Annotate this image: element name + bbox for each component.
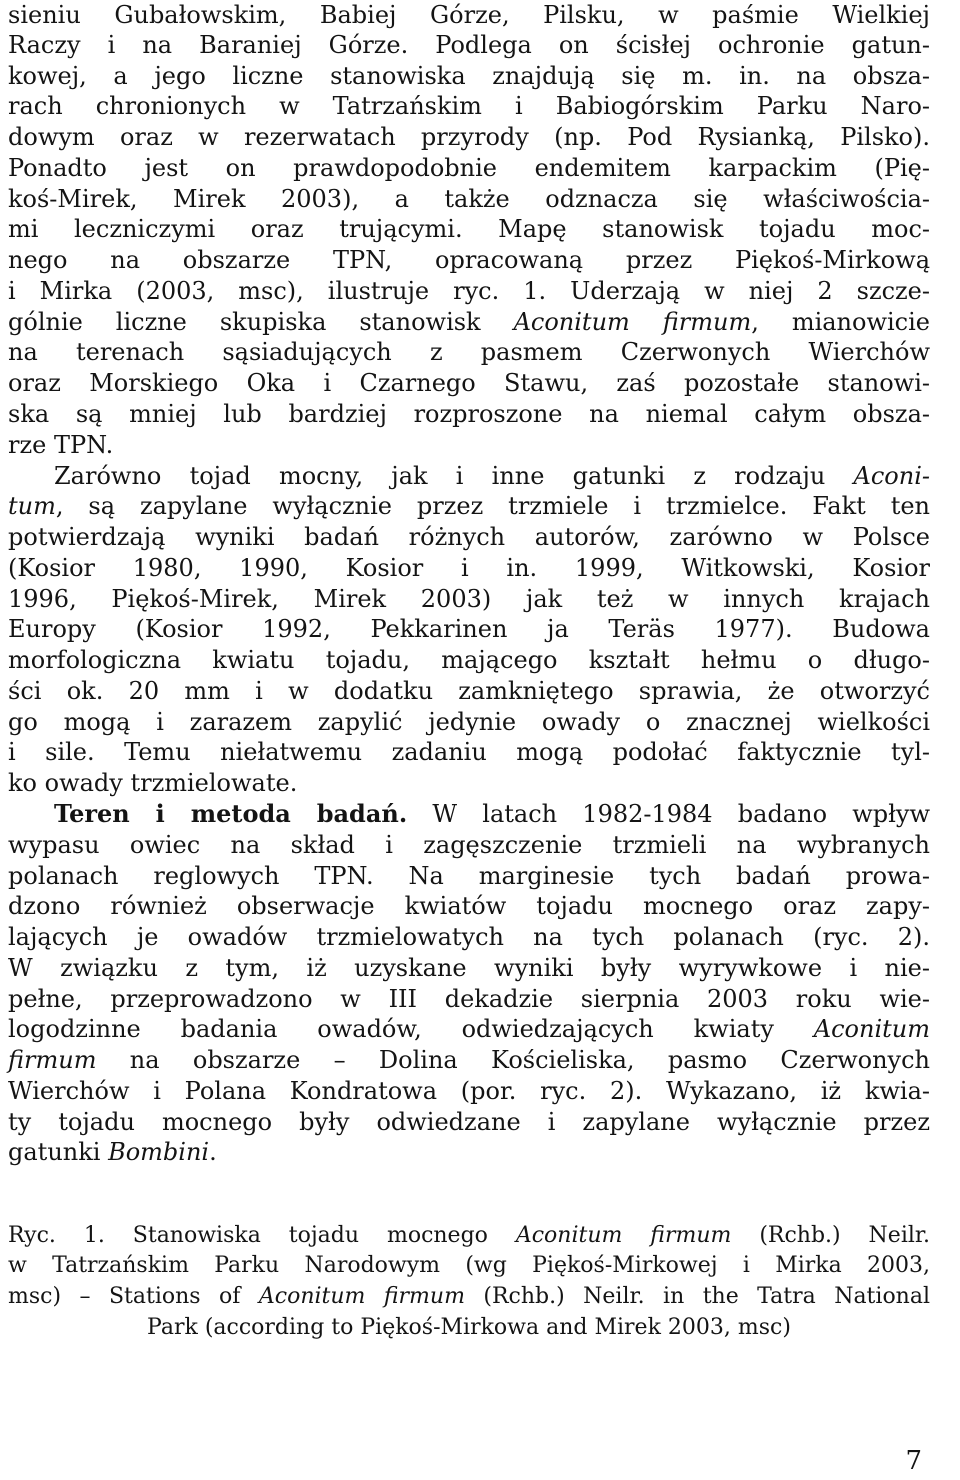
body-line (8, 1014, 930, 1044)
body-line: mi leczniczymi oraz trującymi. Mapę stanowisk tojadu moc- (8, 215, 930, 243)
body-line (8, 1045, 930, 1075)
body-line: potwierdzają wyniki badań różnych autorów, zarówno w Polsce (8, 523, 930, 551)
body-line: oraz Morskiego Oka i Czarnego Stawu, zaś pozostałe stanowi- (8, 369, 930, 397)
section-first-line (54, 799, 930, 829)
body-line: polanach reglowych TPN. Na marginesie tych badań prowa- (8, 862, 930, 890)
latin-species-name: Aconitum firmum (515, 1223, 732, 1248)
latin-genus-name: tum (8, 492, 56, 520)
body-line: i sile. Temu niełatwemu zadaniu mogą podołać faktycznie tyl- (8, 738, 930, 766)
latin-tribe-name: Bombini (108, 1138, 210, 1166)
latin-species-name: Aconitum (813, 1015, 930, 1043)
latin-genus-name: Aconi- (853, 462, 930, 490)
latin-species-name: firmum (8, 1046, 97, 1074)
body-line: dowym oraz w rezerwatach przyrody (np. Pod Rysianką, Pilsko). (8, 123, 930, 151)
page-number: 7 (905, 1446, 922, 1476)
body-line: i Mirka (2003, msc), ilustruje ryc. 1. Uderzają w niej 2 szcze- (8, 277, 930, 305)
body-line: kowej, a jego liczne stanowiska znajdują się m. in. na obsza- (8, 62, 930, 90)
body-line: Ponadto jest on prawdopodobnie endemitem karpackim (Pię- (8, 154, 930, 182)
body-line: 1996, Piękoś-Mirek, Mirek 2003) jak też w innych krajach (8, 585, 930, 613)
text-run: na obszarze – Dolina Kościeliska, pasmo Czerwonych (96, 1046, 930, 1074)
latin-species-name: Aconitum firmum (258, 1284, 465, 1309)
body-line: wypasu owiec na skład i zagęszczenie trzmieli na wybranych (8, 831, 930, 859)
body-line: nego na obszarze TPN, opracowaną przez Piękoś-Mirkową (8, 246, 930, 274)
body-line (8, 1137, 930, 1167)
body-line: lających je owadów trzmielowatych na tych polanach (ryc. 2). (8, 923, 930, 951)
text-run: (Rchb.) Neilr. in the Tatra National (464, 1284, 931, 1309)
body-line (8, 491, 930, 521)
text-run: Ryc. 1. Stanowiska tojadu mocnego (8, 1223, 516, 1248)
figure-caption-line: w Tatrzańskim Parku Narodowym (wg Piękoś-Mirkowej i Mirka 2003, (8, 1253, 930, 1278)
latin-species-name: Aconitum firmum (513, 308, 752, 336)
figure-caption-line (8, 1222, 930, 1250)
figure-caption-line: Park (according to Piękoś-Mirkowa and Mirek 2003, msc) (147, 1315, 791, 1340)
body-line: dzono również obserwacje kwiatów tojadu mocnego oraz zapy- (8, 892, 930, 920)
body-line: na terenach sąsiadujących z pasmem Czerwonych Wierchów (8, 338, 930, 366)
document-page (8, 0, 930, 1480)
body-line: (Kosior 1980, 1990, Kosior i in. 1999, Witkowski, Kosior (8, 554, 930, 582)
figure-caption-line (8, 1283, 930, 1311)
body-line: Wierchów i Polana Kondratowa (por. ryc. 2). Wykazano, iż kwia- (8, 1077, 930, 1105)
body-line: ska są mniej lub bardziej rozproszone na niemal całym obsza- (8, 400, 930, 428)
body-line: rach chronionych w Tatrzańskim i Babiogórskim Parku Naro- (8, 92, 930, 120)
body-line: pełne, przeprowadzono w III dekadzie sierpnia 2003 roku wie- (8, 985, 930, 1013)
body-line: Raczy i na Baraniej Górze. Podlega on ścisłej ochronie gatun- (8, 31, 930, 59)
body-line (8, 307, 930, 337)
body-line: morfologiczna kwiatu tojadu, mającego kształt hełmu o długo- (8, 646, 930, 674)
text-run: logodzinne badania owadów, odwiedzających kwiaty (8, 1015, 814, 1043)
body-line: Europy (Kosior 1992, Pekkarinen ja Teräs 1977). Budowa (8, 615, 930, 643)
body-line: ty tojadu mocnego były odwiedzane i zapylane wyłącznie przez (8, 1108, 930, 1136)
text-run: , są zapylane wyłącznie przez trzmiele i trzmielce. Fakt ten (55, 492, 930, 520)
body-line: ko owady trzmielowate. (8, 769, 298, 797)
text-run: . (209, 1138, 217, 1166)
text-run: msc) – Stations of (8, 1284, 259, 1309)
body-line: sieniu Gubałowskim, Babiej Górze, Pilsku, w paśmie Wielkiej (8, 1, 930, 29)
section-heading: Teren i metoda badań. (54, 799, 408, 828)
body-line: W związku z tym, iż uzyskane wyniki były wyrywkowe i nie- (8, 954, 930, 982)
text-run: (Rchb.) Neilr. (731, 1223, 930, 1248)
body-line: go mogą i zarazem zapylić jedynie owady o znacznej wielkości (8, 708, 930, 736)
text-run: Zarówno tojad mocny, jak i inne gatunki z rodzaju (54, 462, 854, 490)
body-line: koś-Mirek, Mirek 2003), a także odznacza się właściwościa- (8, 185, 930, 213)
paragraph-first-line (54, 461, 930, 491)
text-run: , mianowicie (751, 308, 931, 336)
text-run: gatunki (8, 1138, 109, 1166)
body-line: rze TPN. (8, 431, 114, 459)
text-run: gólnie liczne skupiska stanowisk (8, 308, 514, 336)
text-run: W latach 1982-1984 badano wpływ (407, 800, 931, 828)
body-line: ści ok. 20 mm i w dodatku zamkniętego sprawia, że otworzyć (8, 677, 930, 705)
